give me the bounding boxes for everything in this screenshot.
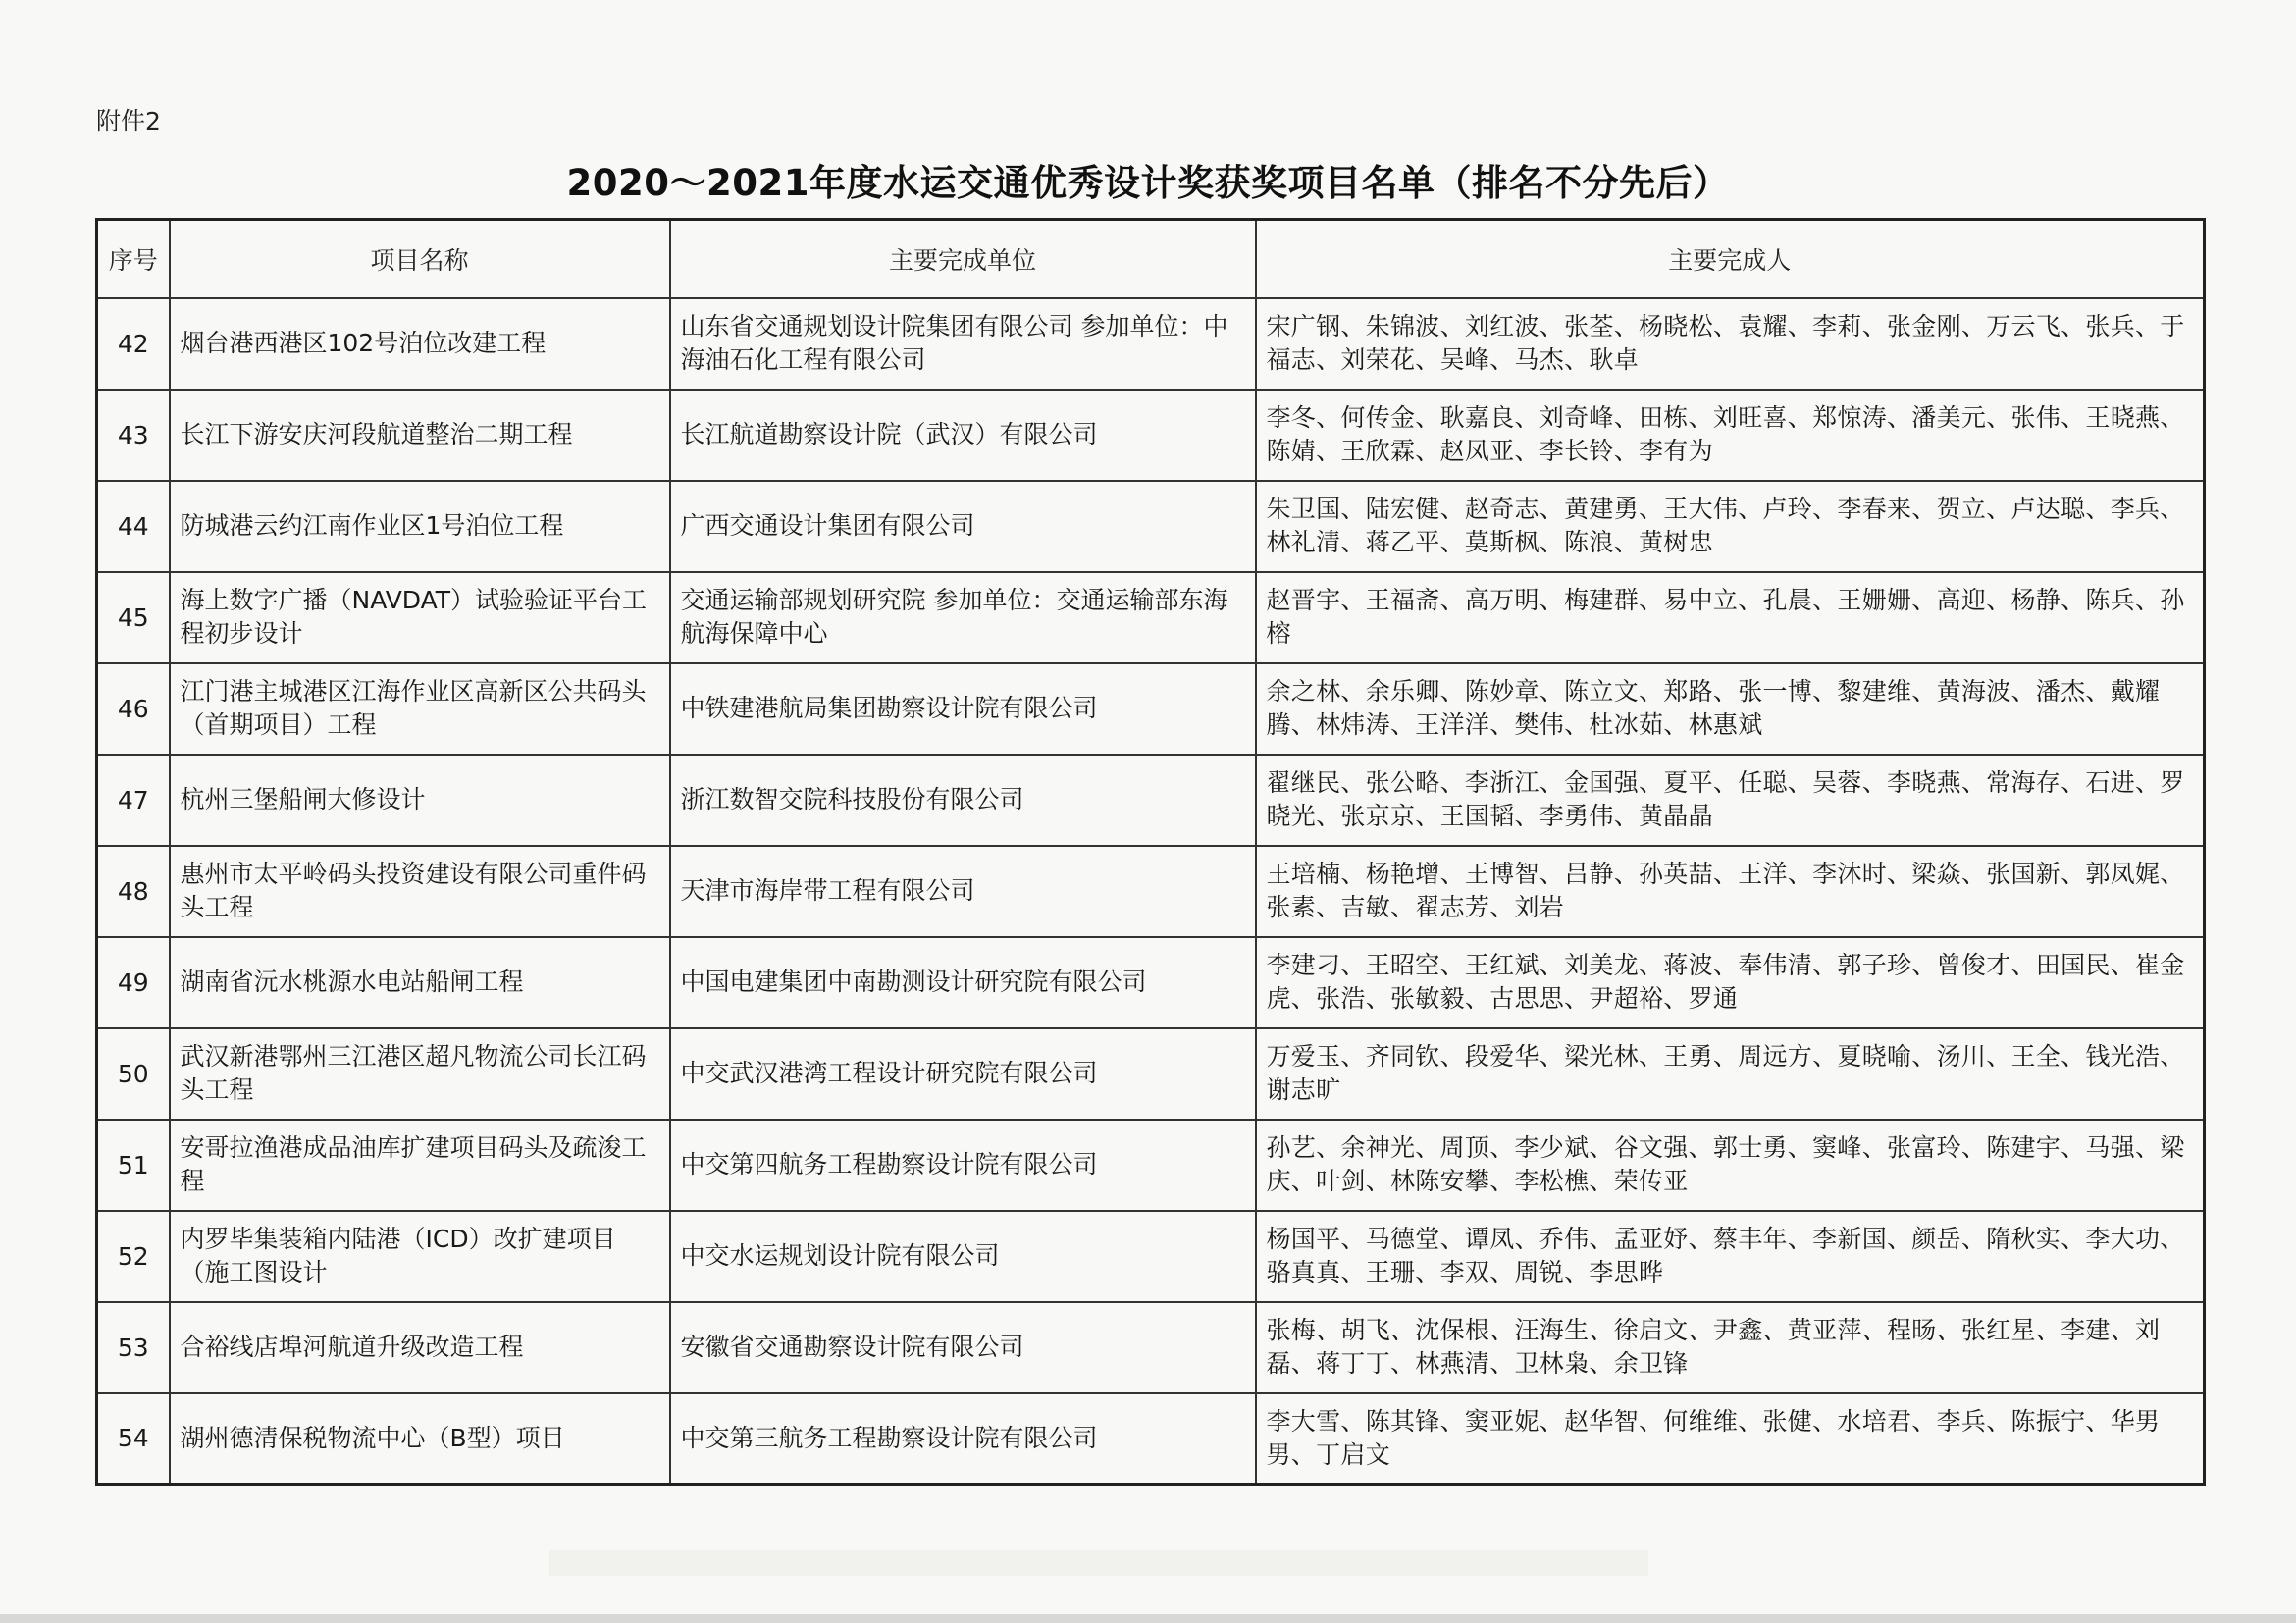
project-name: 长江下游安庆河段航道整治二期工程: [170, 390, 670, 481]
completion-unit: 中铁建港航局集团勘察设计院有限公司: [670, 663, 1256, 755]
project-name: 武汉新港鄂州三江港区超凡物流公司长江码头工程: [170, 1028, 670, 1120]
document-title: 2020～2021年度水运交通优秀设计奖获奖项目名单（排名不分先后）: [566, 162, 1730, 204]
completion-unit: 中交第三航务工程勘察设计院有限公司: [670, 1393, 1256, 1485]
completion-people: 张梅、胡飞、沈保根、汪海生、徐启文、尹鑫、黄亚萍、程旸、张红星、李建、刘磊、蒋丁丁、林燕清、卫林枭、余卫锋: [1256, 1302, 2205, 1393]
project-name: 防城港云约江南作业区1号泊位工程: [170, 481, 670, 572]
completion-people: 李冬、何传金、耿嘉良、刘奇峰、田栋、刘旺喜、郑惊涛、潘美元、张伟、王晓燕、陈婧、王欣霖、赵凤亚、李长铃、李有为: [1256, 390, 2205, 481]
project-name: 湖州德清保税物流中心（B型）项目: [170, 1393, 670, 1485]
completion-people: 李建刁、王昭空、王红斌、刘美龙、蒋波、奉伟清、郭子珍、曾俊才、田国民、崔金虎、张浩、张敏毅、古思思、尹超裕、罗通: [1256, 937, 2205, 1028]
completion-unit: 中交第四航务工程勘察设计院有限公司: [670, 1120, 1256, 1211]
table-header-row: [97, 220, 2205, 298]
completion-people: 翟继民、张公略、李浙江、金国强、夏平、任聪、吴蓉、李晓燕、常海存、石进、罗晓光、张京京、王国韬、李勇伟、黄晶晶: [1256, 755, 2205, 846]
row-number: 45: [97, 572, 170, 663]
completion-people: 万爱玉、齐同钦、段爱华、梁光林、王勇、周远方、夏晓喻、汤川、王全、钱光浩、谢志旷: [1256, 1028, 2205, 1120]
project-name: 杭州三堡船闸大修设计: [170, 755, 670, 846]
project-name: 湖南省沅水桃源水电站船闸工程: [170, 937, 670, 1028]
table-row: [97, 1028, 2205, 1120]
row-number: 44: [97, 481, 170, 572]
row-number: 52: [97, 1211, 170, 1302]
header-people: 主要完成人: [1256, 220, 2205, 298]
project-name: 合裕线店埠河航道升级改造工程: [170, 1302, 670, 1393]
completion-people: 王培楠、杨艳增、王博智、吕静、孙英喆、王洋、李沐时、梁焱、张国新、郭凤娓、张素、吉敏、翟志芳、刘岩: [1256, 846, 2205, 937]
completion-unit: 天津市海岸带工程有限公司: [670, 846, 1256, 937]
row-number: 48: [97, 846, 170, 937]
project-name: 烟台港西港区102号泊位改建工程: [170, 298, 670, 390]
completion-people: 孙艺、余神光、周顶、李少斌、谷文强、郭士勇、窦峰、张富玲、陈建宇、马强、梁庆、叶剑、林陈安攀、李松樵、荣传亚: [1256, 1120, 2205, 1211]
row-number: 42: [97, 298, 170, 390]
completion-people: 杨国平、马德堂、谭凤、乔伟、孟亚妤、蔡丰年、李新国、颜岳、隋秋实、李大功、骆真真、王珊、李双、周锐、李思晔: [1256, 1211, 2205, 1302]
completion-unit: 中交武汉港湾工程设计研究院有限公司: [670, 1028, 1256, 1120]
award-table: [95, 218, 2206, 1486]
completion-unit: 中交水运规划设计院有限公司: [670, 1211, 1256, 1302]
project-name: 惠州市太平岭码头投资建设有限公司重件码头工程: [170, 846, 670, 937]
table-row: [97, 663, 2205, 755]
table-row: [97, 298, 2205, 390]
scan-edge: [0, 1614, 2296, 1623]
attachment-label: 附件2: [96, 107, 161, 135]
completion-people: 赵晋宇、王福斋、高万明、梅建群、易中立、孔晨、王姗姗、高迎、杨静、陈兵、孙榕: [1256, 572, 2205, 663]
table-row: [97, 390, 2205, 481]
row-number: 54: [97, 1393, 170, 1485]
completion-people: 李大雪、陈其锋、窦亚妮、赵华智、何维维、张健、水培君、李兵、陈振宁、华男男、丁启文: [1256, 1393, 2205, 1485]
completion-unit: 浙江数智交院科技股份有限公司: [670, 755, 1256, 846]
scan-shadow: [549, 1550, 1648, 1576]
row-number: 49: [97, 937, 170, 1028]
header-project-name: 项目名称: [170, 220, 670, 298]
completion-unit: 长江航道勘察设计院（武汉）有限公司: [670, 390, 1256, 481]
project-name: 海上数字广播（NAVDAT）试验验证平台工程初步设计: [170, 572, 670, 663]
completion-unit: 交通运输部规划研究院 参加单位：交通运输部东海航海保障中心: [670, 572, 1256, 663]
row-number: 43: [97, 390, 170, 481]
table-row: [97, 1393, 2205, 1485]
table-row: [97, 1302, 2205, 1393]
row-number: 46: [97, 663, 170, 755]
completion-unit: 广西交通设计集团有限公司: [670, 481, 1256, 572]
table-row: [97, 755, 2205, 846]
row-number: 47: [97, 755, 170, 846]
table-row: [97, 1211, 2205, 1302]
completion-unit: 中国电建集团中南勘测设计研究院有限公司: [670, 937, 1256, 1028]
completion-people: 余之林、余乐卿、陈妙章、陈立文、郑路、张一博、黎建维、黄海波、潘杰、戴耀腾、林炜涛、王洋洋、樊伟、杜冰茹、林惠斌: [1256, 663, 2205, 755]
project-name: 江门港主城港区江海作业区高新区公共码头（首期项目）工程: [170, 663, 670, 755]
header-no: 序号: [97, 220, 170, 298]
row-number: 53: [97, 1302, 170, 1393]
row-number: 50: [97, 1028, 170, 1120]
project-name: 安哥拉渔港成品油库扩建项目码头及疏浚工程: [170, 1120, 670, 1211]
completion-unit: 安徽省交通勘察设计院有限公司: [670, 1302, 1256, 1393]
completion-people: 朱卫国、陆宏健、赵奇志、黄建勇、王大伟、卢玲、李春来、贺立、卢达聪、李兵、林礼清、蒋乙平、莫斯枫、陈浪、黄树忠: [1256, 481, 2205, 572]
table-row: [97, 1120, 2205, 1211]
row-number: 51: [97, 1120, 170, 1211]
table-row: [97, 937, 2205, 1028]
table-row: [97, 481, 2205, 572]
project-name: 内罗毕集装箱内陆港（ICD）改扩建项目（施工图设计: [170, 1211, 670, 1302]
table-row: [97, 846, 2205, 937]
table-row: [97, 572, 2205, 663]
completion-people: 宋广钢、朱锦波、刘红波、张荃、杨晓松、袁耀、李莉、张金刚、万云飞、张兵、于福志、刘荣花、吴峰、马杰、耿卓: [1256, 298, 2205, 390]
header-unit: 主要完成单位: [670, 220, 1256, 298]
completion-unit: 山东省交通规划设计院集团有限公司 参加单位：中海油石化工程有限公司: [670, 298, 1256, 390]
